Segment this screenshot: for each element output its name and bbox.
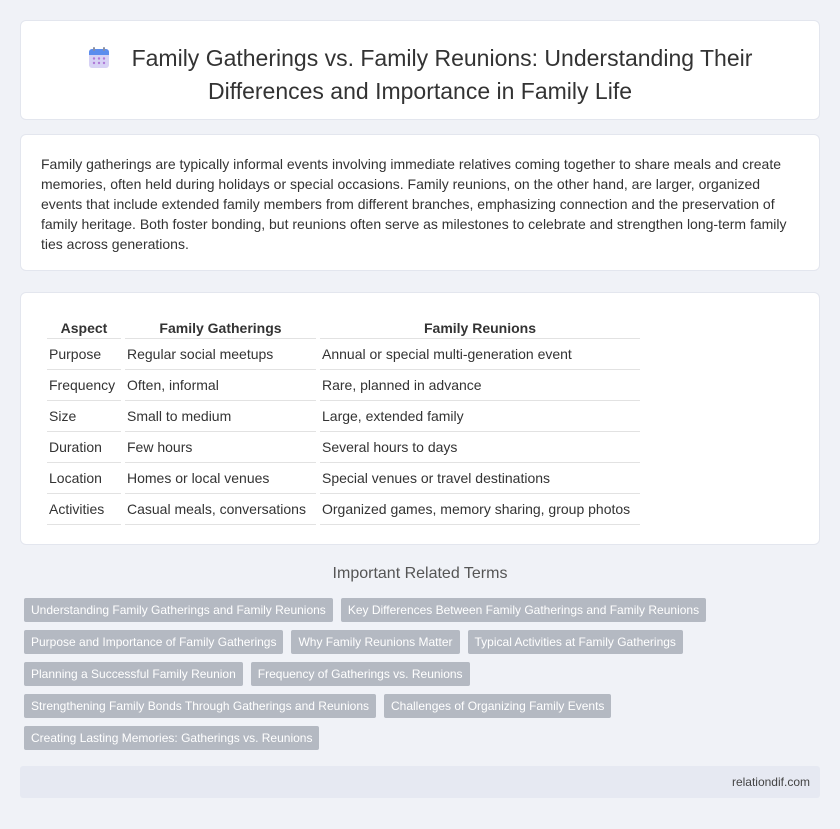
related-term-link[interactable]: Purpose and Importance of Family Gatherings xyxy=(24,630,283,654)
cell-aspect: Location xyxy=(47,463,121,494)
cell-aspect: Purpose xyxy=(47,339,121,370)
cell-reunions: Large, extended family xyxy=(320,401,640,432)
related-term-link[interactable]: Frequency of Gatherings vs. Reunions xyxy=(251,662,470,686)
related-term-link[interactable]: Key Differences Between Family Gatherings and Family Reunions xyxy=(341,598,706,622)
footer xyxy=(20,766,820,798)
cell-gatherings: Homes or local venues xyxy=(125,463,316,494)
related-terms-heading: Important Related Terms xyxy=(332,565,508,582)
related-term-link[interactable]: Typical Activities at Family Gatherings xyxy=(468,630,683,654)
cell-reunions: Several hours to days xyxy=(320,432,640,463)
cell-gatherings: Often, informal xyxy=(125,370,316,401)
title-line-2: Differences and Importance in Family Life xyxy=(208,78,632,104)
related-term-link[interactable]: Why Family Reunions Matter xyxy=(291,630,459,654)
comparison-card xyxy=(20,292,820,545)
related-term-link[interactable]: Understanding Family Gatherings and Family Reunions xyxy=(24,598,333,622)
cell-aspect: Activities xyxy=(47,494,121,525)
table-header-row xyxy=(47,313,640,339)
cell-gatherings: Regular social meetups xyxy=(125,339,316,370)
cell-aspect: Size xyxy=(47,401,121,432)
cell-reunions: Annual or special multi-generation event xyxy=(320,339,640,370)
cell-gatherings: Casual meals, conversations xyxy=(125,494,316,525)
related-term-link[interactable]: Creating Lasting Memories: Gatherings vs. Reunions xyxy=(24,726,319,750)
table-row xyxy=(47,463,640,494)
header-aspect: Aspect xyxy=(47,313,121,339)
cell-aspect: Frequency xyxy=(47,370,121,401)
table-row xyxy=(47,494,640,525)
cell-gatherings: Small to medium xyxy=(125,401,316,432)
footer-site-link[interactable]: relationdif.com xyxy=(731,775,810,789)
table-row xyxy=(47,370,640,401)
related-term-link[interactable]: Strengthening Family Bonds Through Gatherings and Reunions xyxy=(24,694,376,718)
cell-reunions: Organized games, memory sharing, group photos xyxy=(320,494,640,525)
table-row xyxy=(47,401,640,432)
intro-text: Family gatherings are typically informal events involving immediate relatives coming together to share meals and create memories, often held during holidays or special occasions. Family reunions, on the other hand, are larger, organized events that include extended family members from different branches, emphasizing connection and the preservation of family heritage. Both foster bonding, but reunions often serve as milestones to celebrate and strengthen long-term family ties across generations. xyxy=(41,156,787,252)
cell-gatherings: Few hours xyxy=(125,432,316,463)
cell-aspect: Duration xyxy=(47,432,121,463)
table-row xyxy=(47,432,640,463)
header-family-gatherings: Family Gatherings xyxy=(125,313,316,339)
cell-reunions: Rare, planned in advance xyxy=(320,370,640,401)
calendar-icon xyxy=(88,46,110,76)
comparison-table xyxy=(43,313,644,525)
page-title xyxy=(21,43,819,106)
table-row xyxy=(47,339,640,370)
related-terms-list xyxy=(24,598,814,758)
intro-card xyxy=(20,134,820,271)
header-family-reunions: Family Reunions xyxy=(320,313,640,339)
related-term-link[interactable]: Challenges of Organizing Family Events xyxy=(384,694,611,718)
related-term-link[interactable]: Planning a Successful Family Reunion xyxy=(24,662,243,686)
header-card xyxy=(20,20,820,120)
title-line-1: Family Gatherings vs. Family Reunions: Understanding Their xyxy=(131,45,753,71)
cell-reunions: Special venues or travel destinations xyxy=(320,463,640,494)
